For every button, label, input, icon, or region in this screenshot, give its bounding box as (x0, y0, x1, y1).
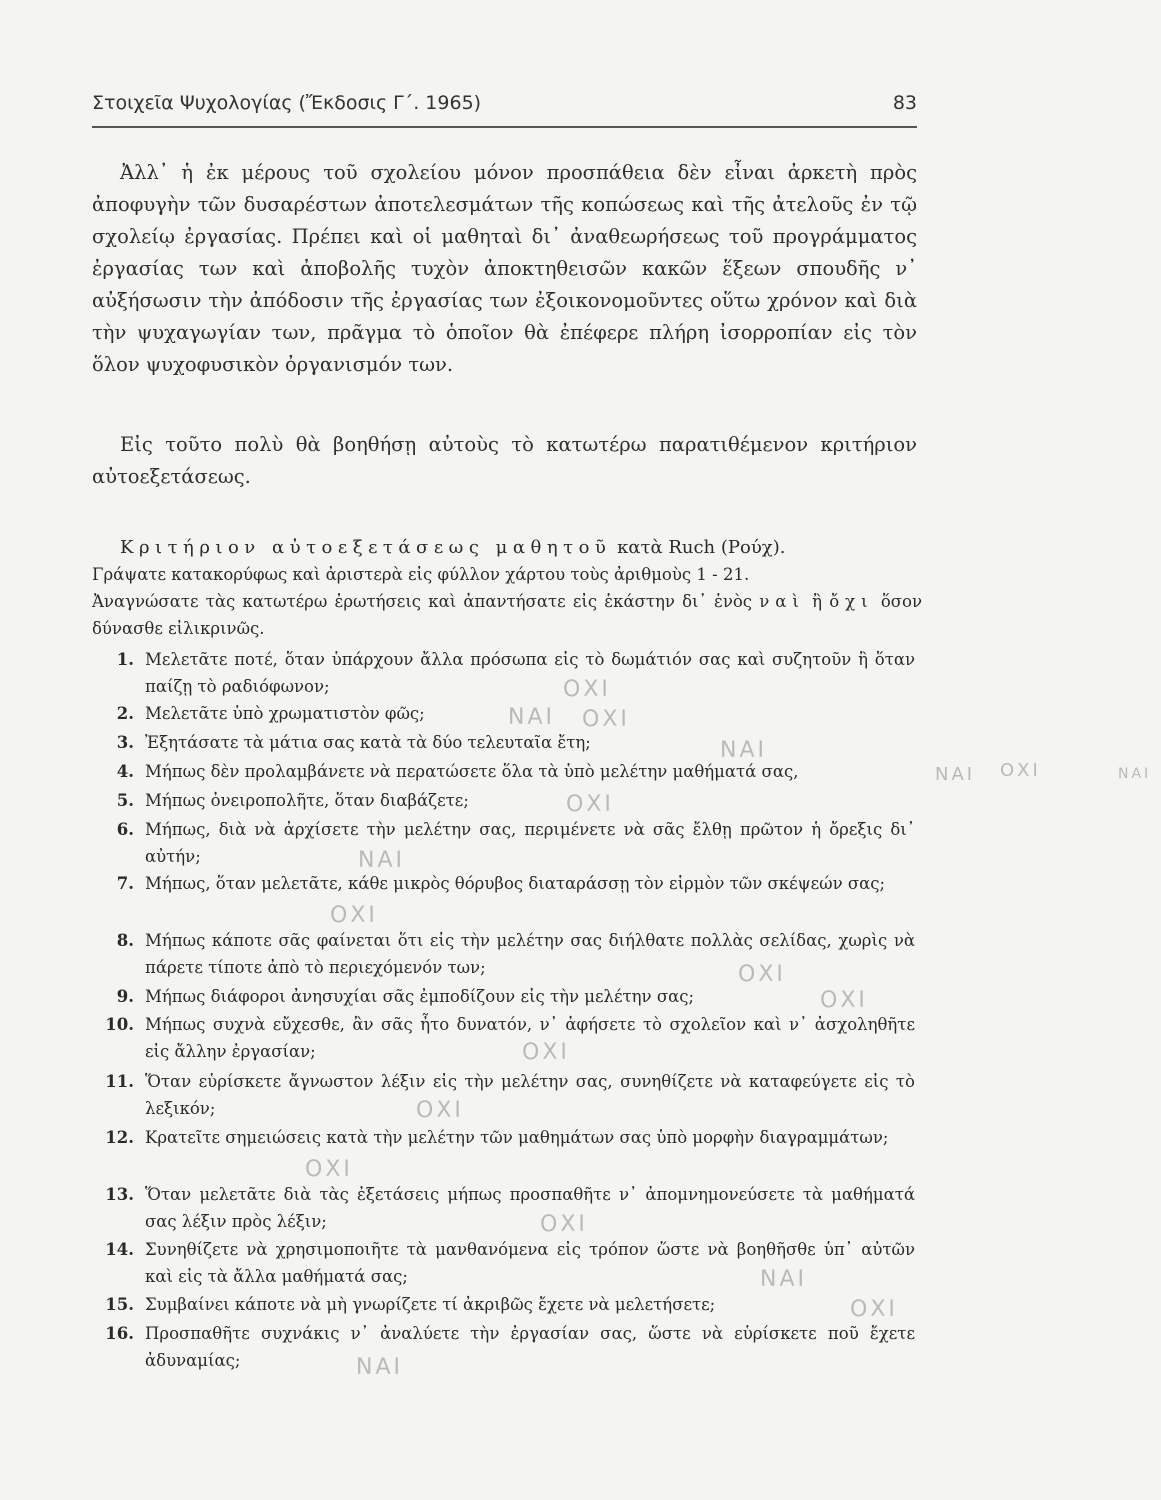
question-text: Συνηθίζετε νὰ χρησιμοποιῆτε τὰ μανθανόμενα εἰς τρόπον ὥστε νὰ βοηθῆσθε ὑπ᾽ αὐτῶν καὶ εἰς τὰ ἄλλα μαθήματά σας; (145, 1240, 915, 1286)
question-text: Μελετᾶτε ὑπὸ χρωματιστὸν φῶς; (145, 704, 425, 723)
question-number: 7. (116, 874, 134, 893)
question-text: Μήπως κάποτε σᾶς φαίνεται ὅτι εἰς τὴν μελέτην σας διήλθατε πολλὰς σελίδας, χωρὶς νὰ πάρετε τίποτε ἀπὸ τὸ περιεχόμενόν των; (145, 931, 915, 977)
criterion-title-author: κατὰ Ruch (Ρούχ). (617, 537, 786, 558)
handwritten-answer: ΝΑΙ (720, 738, 767, 763)
question-text: Μελετᾶτε ποτέ, ὅταν ὑπάρχουν ἄλλα πρόσωπα εἰς τὸ δωμάτιόν σας καὶ συζητοῦν ἢ ὅταν παίζῃ τὸ ραδιόφωνον; (145, 650, 915, 696)
question-number: 10. (105, 1015, 134, 1034)
handwritten-answer: ΟΧΙ (820, 988, 868, 1013)
handwritten-answer: ΟΧΙ (566, 792, 614, 817)
question-text: Κρατεῖτε σημειώσεις κατὰ τὴν μελέτην τῶν μαθημάτων σας ὑπὸ μορφὴν διαγραμμάτων; (145, 1128, 889, 1147)
criterion-title-main: Κριτήριον αὐτοεξετάσεως μαθητοῦ (120, 537, 612, 558)
question-number: 13. (105, 1185, 134, 1204)
question-text: Μήπως, ὅταν μελετᾶτε, κάθε μικρὸς θόρυβος διαταράσσῃ τὸν εἱρμὸν τῶν σκέψεών σας; (145, 874, 886, 893)
book-title: Στοιχεῖα Ψυχολογίας (Ἔκδοσις Γ΄. 1965) (92, 92, 482, 114)
question-number: 8. (116, 931, 134, 950)
instruction-2-text: Ἀναγνώσατε τὰς κατωτέρω ἐρωτήσεις καὶ ἀπαντήσατε εἰς ἑκάστην δι᾽ ἑνὸς (92, 592, 753, 611)
question-text: Ὅταν μελετᾶτε διὰ τὰς ἐξετάσεις μήπως προσπαθῆτε ν᾽ ἀπομνημονεύσετε τὰ μαθήματά σας λέξιν πρὸς λέξιν; (145, 1185, 915, 1231)
question-text: Ἐξητάσατε τὰ μάτια σας κατὰ τὰ δύο τελευταῖα ἔτη; (145, 733, 591, 752)
question-number: 3. (116, 733, 134, 752)
question-text: Μήπως δὲν προλαμβάνετε νὰ περατώσετε ὅλα τὰ ὑπὸ μελέτην μαθήματά σας, (145, 762, 799, 781)
handwritten-answer: ΟΧΙ (738, 962, 786, 987)
question-text: Μήπως διάφοροι ἀνησυχίαι σᾶς ἐμποδίζουν εἰς τὴν μελέτην σας; (145, 987, 695, 1006)
instruction-2 (92, 588, 922, 642)
instruction-1: Γράψατε κατακορύφως καὶ ἀριστερὰ εἰς φύλλον χάρτου τοὺς ἀριθμοὺς 1 - 21. (92, 565, 750, 584)
question-number: 14. (105, 1240, 134, 1259)
paragraph-1: Ἀλλ᾽ ἡ ἐκ μέρους τοῦ σχολείου μόνον προσπάθεια δὲν εἶναι ἀρκετὴ πρὸς ἀποφυγὴν τῶν δυσαρέστων ἀποτελεσμάτων τῆς κοπώσεως καὶ τῆς ἀτελοῦς ἐν τῷ σχολείῳ ἐργασίας. Πρέπει καὶ οἱ μαθηταὶ δι᾽ ἀναθεωρήσεως τοῦ προγράμματος ἐργασίας των καὶ ἀποβολῆς τυχὸν ἀποκτηθεισῶν κακῶν ἕξεων σπουδῆς ν᾽ αὐξήσωσιν τὴν ἀπόδοσιν τῆς ἐργασίας των ἐξοικονομοῦντες οὕτω χρόνον καὶ διὰ τὴν ψυχαγωγίαν των, πρᾶγμα τὸ ὁποῖον θὰ ἐπέφερε πλήρη ἰσορροπίαν εἰς τὸν ὅλον ψυχοφυσικὸν ὀργανισμόν των. (92, 161, 917, 376)
question-number: 16. (105, 1324, 134, 1343)
handwritten-answer: ΝΑΙ (935, 764, 976, 785)
question-text: Συμβαίνει κάποτε νὰ μὴ γνωρίζετε τί ἀκριβῶς ἔχετε νὰ μελετήσετε; (145, 1295, 716, 1314)
handwritten-answer: ΟΧΙ (522, 1040, 570, 1065)
question-text: Μήπως συχνὰ εὔχεσθε, ἂν σᾶς ἦτο δυνατόν, ν᾽ ἀφήσετε τὸ σχολεῖον καὶ ν᾽ ἀσχοληθῆτε εἰς ἄλλην ἐργασίαν; (145, 1015, 915, 1061)
question-number: 5. (116, 791, 134, 810)
question-number: 9. (116, 987, 134, 1006)
handwritten-answer: ΟΧΙ (1000, 760, 1041, 781)
handwritten-answer: ΝΑΙ (358, 848, 405, 873)
header-rule (92, 126, 917, 128)
paragraph-2: Εἰς τοῦτο πολὺ θὰ βοηθήσῃ αὐτοὺς τὸ κατωτέρω παρατιθέμενον κριτήριον αὐτοεξετάσεως. (92, 433, 917, 488)
handwritten-answer: ΝΑΙ (508, 705, 555, 730)
question-number: 4. (116, 762, 134, 781)
handwritten-answer: ΝΑΙ (1118, 766, 1152, 782)
criterion-title (120, 534, 920, 562)
question-number: 11. (105, 1072, 134, 1091)
question-number: 2. (116, 704, 134, 723)
question-number: 12. (105, 1128, 134, 1147)
page-number: 83 (892, 92, 917, 114)
or-word: ἢ (812, 592, 822, 611)
question-text: Ὅταν εὑρίσκετε ἄγνωστον λέξιν εἰς τὴν μελέτην σας, συνηθίζετε νὰ καταφεύγετε εἰς τὸ λεξικόν; (145, 1072, 915, 1118)
handwritten-answer: ΟΧΙ (330, 903, 378, 928)
question-text: Μήπως ὀνειροπολῆτε, ὅταν διαβάζετε; (145, 791, 469, 810)
handwritten-answer: ΟΧΙ (416, 1098, 464, 1123)
handwritten-answer: ΟΧΙ (305, 1157, 353, 1182)
handwritten-answer: ΟΧΙ (582, 707, 630, 732)
handwritten-answer: ΟΧΙ (563, 677, 611, 702)
handwritten-answer: ΟΧΙ (540, 1212, 588, 1237)
question-text: Προσπαθῆτε συχνάκις ν᾽ ἀναλύετε τὴν ἐργασίαν σας, ὥστε νὰ εὑρίσκετε ποῦ ἔχετε ἀδυναμίας; (145, 1324, 915, 1370)
running-header (92, 88, 917, 122)
instruction-2-end: ὅσον δύνασθε εἰλικρινῶς. (92, 592, 922, 638)
no-word: ὄχι (829, 592, 874, 611)
question-number: 6. (116, 820, 134, 839)
yes-word: ναὶ (759, 592, 805, 611)
handwritten-answer: ΝΑΙ (760, 1267, 807, 1292)
question-number: 1. (116, 650, 134, 669)
question-number: 15. (105, 1295, 134, 1314)
handwritten-answer: ΝΑΙ (356, 1355, 403, 1380)
handwritten-answer: ΟΧΙ (850, 1297, 898, 1322)
question-text: Μήπως, διὰ νὰ ἀρχίσετε τὴν μελέτην σας, περιμένετε νὰ σᾶς ἔλθῃ πρῶτον ἡ ὄρεξις δι᾽ αὐτήν; (145, 820, 915, 866)
